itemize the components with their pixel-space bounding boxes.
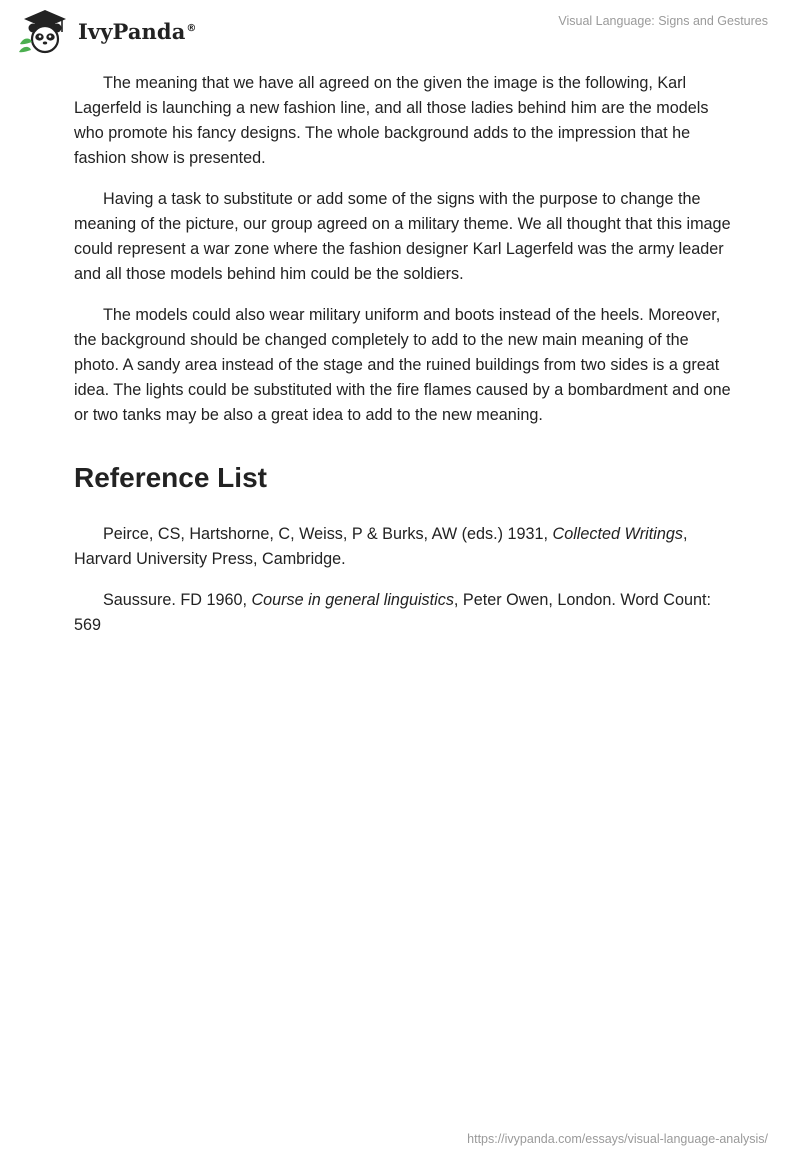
paragraph: The meaning that we have all agreed on the given the image is the following, Karl Lagerfeld is launching a new fashion line, and all those ladies behind him are the models who promote his fancy designs. The whole background adds to the impression that he fashion show is presented. [74,74,709,167]
reference-publisher: , Harvard University Press, Cambridge. [74,525,688,568]
paragraph: Having a task to substitute or add some of the signs with the purpose to change the meaning of the picture, our group agreed on a military theme. We all thought that this image could represent a war zone where the fashion designer Karl Lagerfeld was the army leader and all those models behind him could be the soldiers. [74,190,731,283]
reference-authors: Saussure. FD 1960, [103,591,252,609]
reference-item [74,522,734,572]
page-header [0,0,800,64]
registered-mark: ® [186,22,197,34]
panda-graduate-icon [16,8,74,56]
reference-authors: Peirce, CS, Hartshorne, C, Weiss, P & Burks, AW (eds.) 1931, [103,525,553,543]
essay-content [74,71,734,654]
ivypanda-logo[interactable] [16,8,197,56]
reference-title: Course in general linguistics [251,591,454,609]
reference-title: Collected Writings [552,525,683,543]
source-url-link[interactable]: https://ivypanda.com/essays/visual-language-analysis/ [467,1132,768,1146]
paragraph: The models could also wear military uniform and boots instead of the heels. Moreover, the background should be changed completely to add to the new main meaning of the photo. A sandy area instead of the stage and the ruined buildings from two sides is a great idea. The lights could be substituted with the fire flames caused by a bombardment and one or two tanks may be also a great idea to add to the new meaning. [74,306,731,424]
brand-name: IvyPanda® [78,18,197,44]
reference-item [74,588,734,638]
reference-list-heading: Reference List [74,462,267,493]
document-title: Visual Language: Signs and Gestures [558,14,768,28]
reference-publisher: , Peter Owen, London. Word Count: 569 [74,591,711,634]
